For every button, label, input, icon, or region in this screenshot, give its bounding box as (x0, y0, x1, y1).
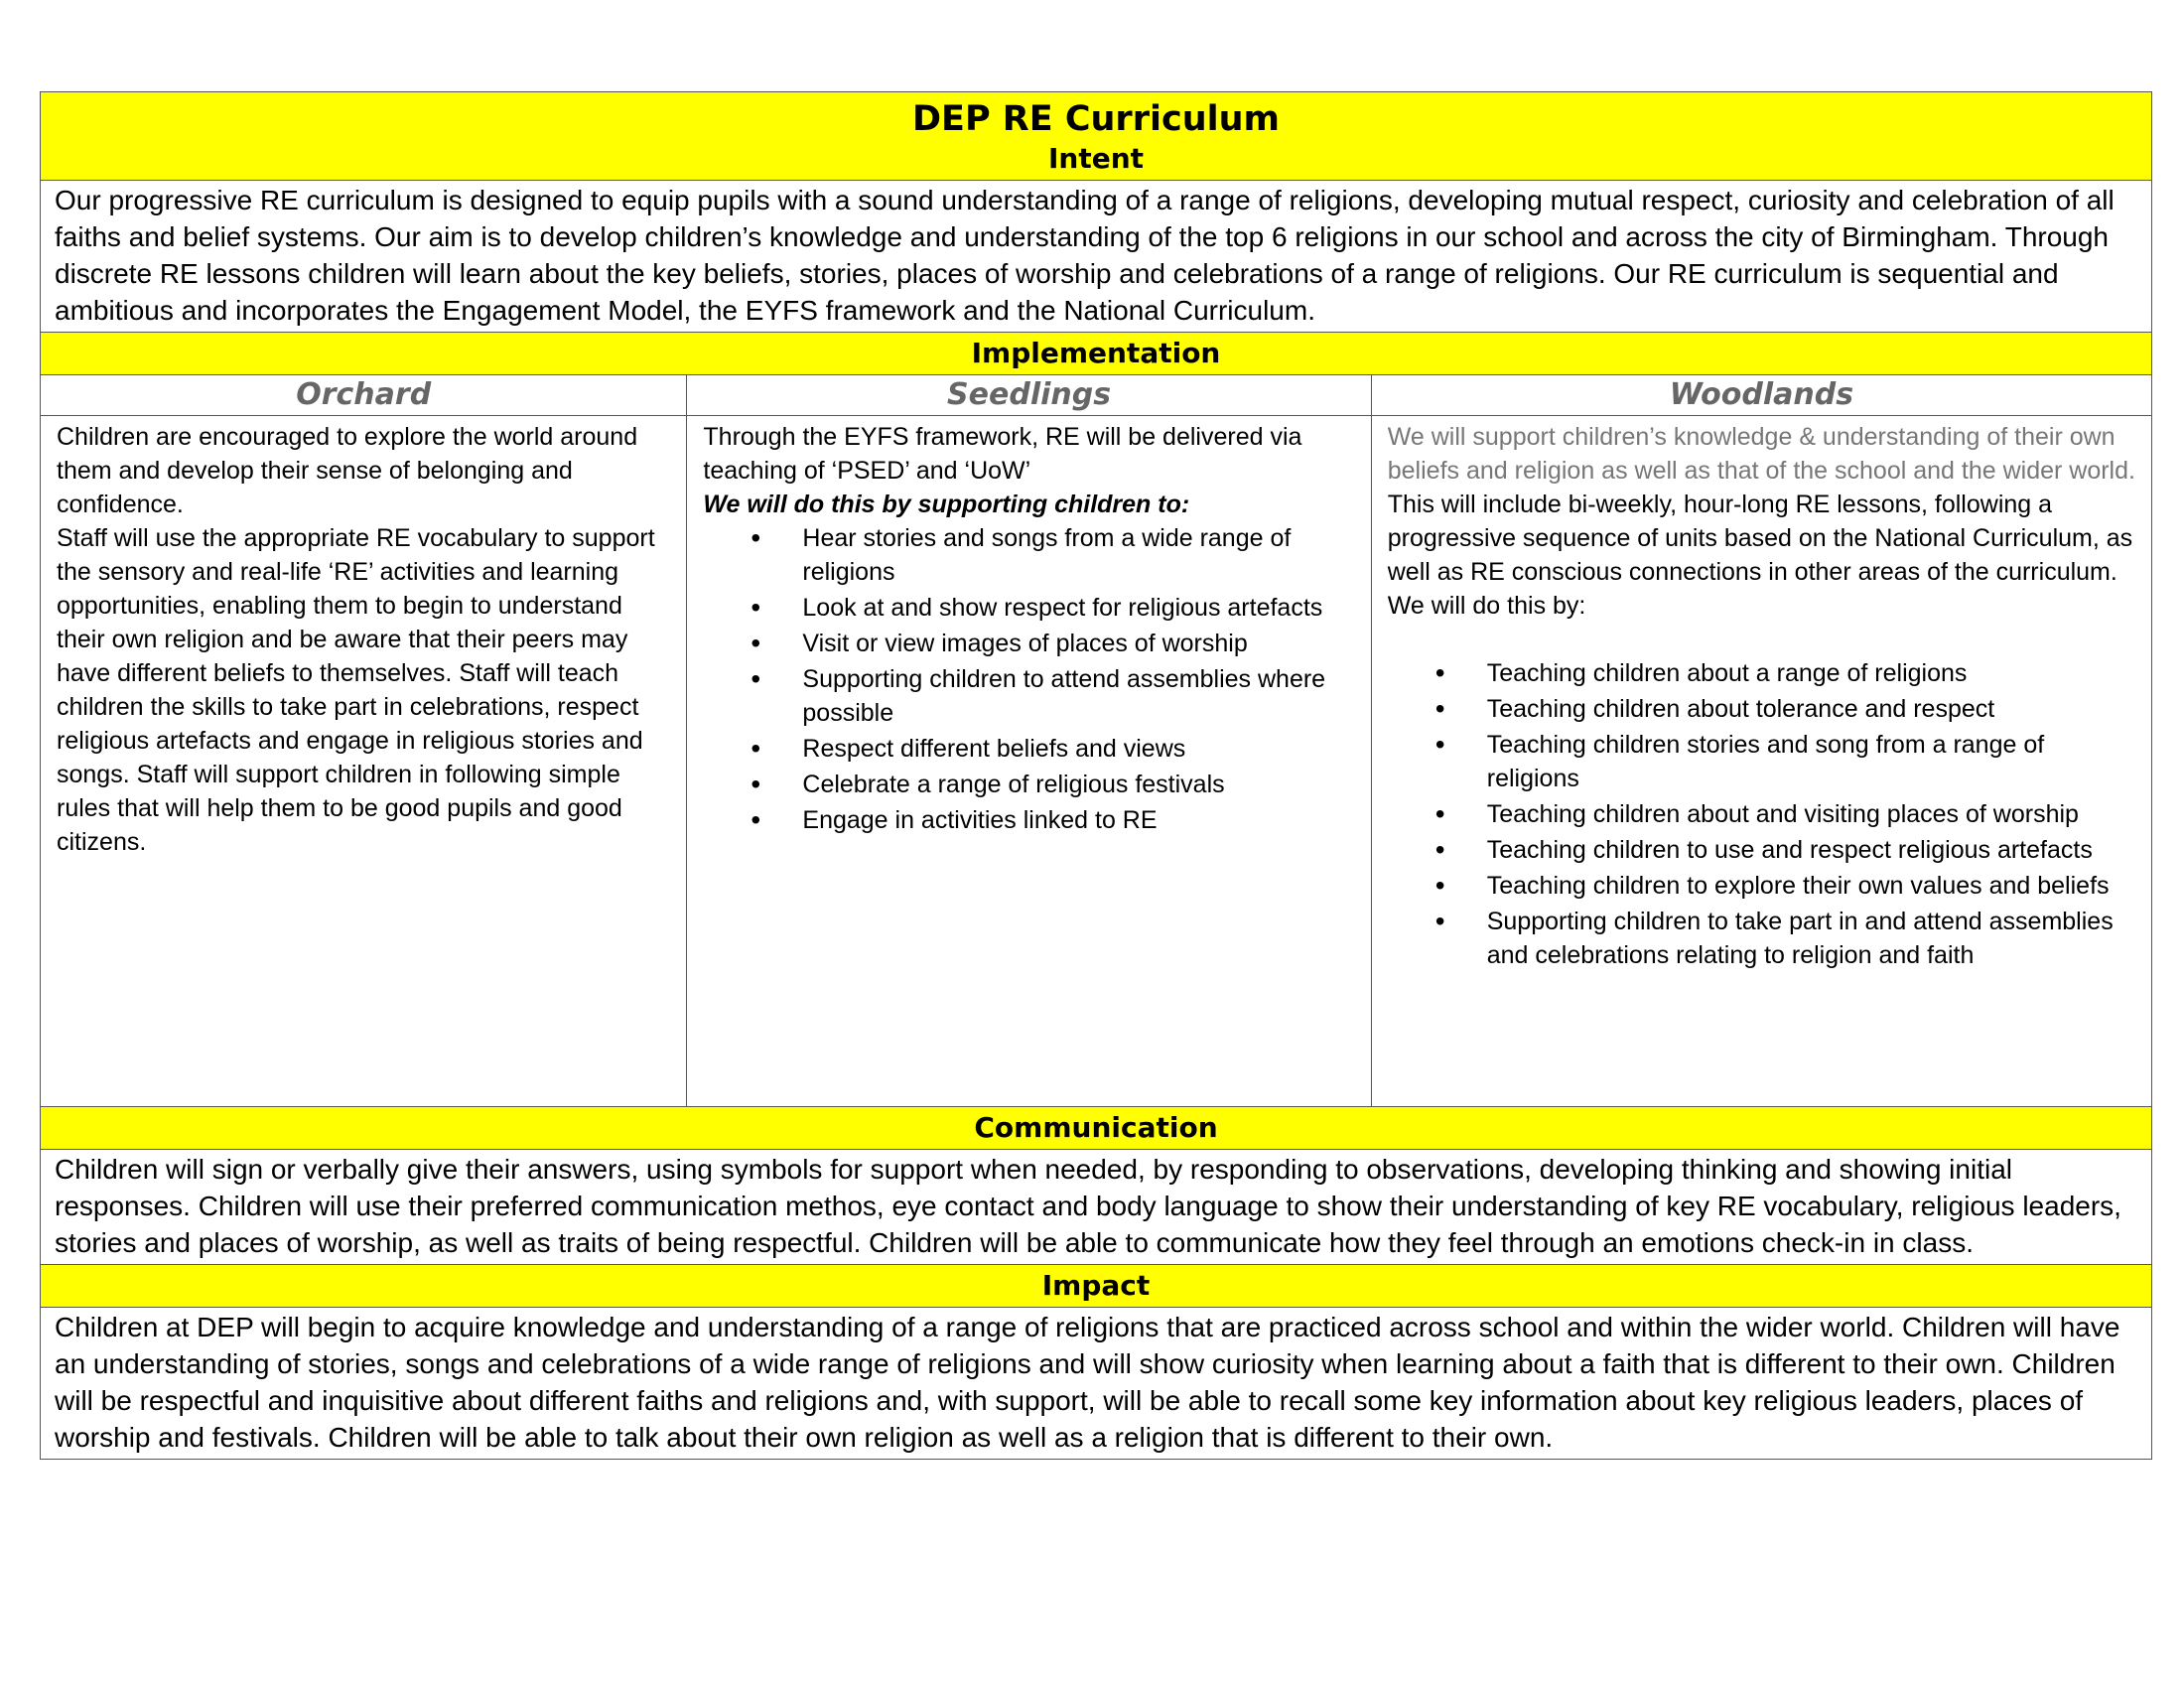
communication-heading: Communication (41, 1107, 2151, 1150)
list-item: • Visit or view images of places of worship (802, 627, 1354, 660)
impact-text: Children at DEP will begin to acquire knowledge and understanding of a range of religions that are practiced across school and within the wider world. Children will have an understanding of stories, songs and celebrations of a wide range of religions and will show curiosity when learning about a faith that is different to their own. Children will be respectful and inquisitive about different faiths and religions and, with support, will be able to recall some key information about key religious leaders, places of worship and festivals. Children will be able to talk about their own religion as well as a religion that is different to their own. (55, 1312, 2120, 1453)
implementation-heading: Implementation (41, 333, 2151, 375)
impact-heading: Impact (41, 1265, 2151, 1308)
list-item: • Hear stories and songs from a wide range of religions (802, 521, 1354, 589)
curriculum-document (40, 91, 2152, 1460)
communication-text: Children will sign or verbally give their answers, using symbols for support when needed, by responding to observations, developing thinking and showing initial responses. Children will use their preferred communication methos, eye contact and body language to show their understanding of key RE vocabulary, religious leaders, stories and places of worship, as well as traits of being respectful. Children will be able to communicate how they feel through an emotions check-in in class. (41, 1150, 2151, 1265)
woodlands-list (1388, 656, 2135, 972)
woodlands-body (1372, 416, 2151, 1106)
title-band (41, 92, 2151, 181)
seedlings-lead: We will do this by supporting children to: (703, 491, 1190, 518)
seedlings-body (687, 416, 1370, 1106)
woodlands-title: Woodlands (1372, 375, 2151, 416)
list-item: • Teaching children stories and song from a range of religions (1487, 728, 2135, 795)
list-item: • Engage in activities linked to RE (802, 803, 1354, 837)
orchard-title: Orchard (41, 375, 686, 416)
orchard-column (41, 375, 686, 1106)
woodlands-intro-grey: We will support children’s knowledge & understanding of their own beliefs and religion as well as that of the school and the wider world. (1387, 423, 2135, 485)
list-item: • Supporting children to attend assemblies where possible (802, 662, 1354, 730)
seedlings-column (686, 375, 1370, 1106)
implementation-columns (41, 375, 2151, 1107)
document-title: DEP RE Curriculum (911, 99, 1280, 139)
list-item: • Look at and show respect for religious artefacts (802, 591, 1354, 625)
seedlings-list (703, 521, 1354, 837)
woodlands-intro-rest: This will include bi-weekly, hour-long RE lessons, following a progressive sequence of units based on the National Curriculum, as well as RE conscious connections in other areas of the curriculum. (1387, 491, 2133, 586)
list-item: • Celebrate a range of religious festivals (802, 768, 1354, 801)
list-item: • Teaching children to use and respect religious artefacts (1487, 833, 2135, 867)
list-item: • Teaching children to explore their own values and beliefs (1487, 869, 2135, 903)
orchard-para-1: Children are encouraged to explore the world around them and develop their sense of belonging and confidence. (57, 423, 638, 518)
intent-heading: Intent (1047, 142, 1145, 175)
woodlands-lead: We will do this by: (1387, 592, 1586, 620)
list-item: • Teaching children about a range of religions (1487, 656, 2135, 690)
seedlings-title: Seedlings (687, 375, 1370, 416)
orchard-body (41, 416, 686, 1106)
orchard-para-2: Staff will use the appropriate RE vocabulary to support the sensory and real-life ‘RE’ activities and learning opportunities, enabling them to begin to understand their own religion and be aware that their peers may have different beliefs to themselves. Staff will teach children the skills to take part in celebrations, respect religious artefacts and engage in religious stories and songs. Staff will support children in following simple rules that will help them to be good pupils and good citizens. (57, 524, 655, 856)
list-item: • Respect different beliefs and views (802, 732, 1354, 766)
list-item: • Supporting children to take part in and attend assemblies and celebrations relating to religion and faith (1487, 905, 2135, 972)
spacer (1388, 623, 2135, 656)
list-item: • Teaching children about and visiting places of worship (1487, 797, 2135, 831)
seedlings-intro: Through the EYFS framework, RE will be delivered via teaching of ‘PSED’ and ‘UoW’ (703, 423, 1302, 485)
woodlands-intro (1388, 420, 2135, 589)
intent-text: Our progressive RE curriculum is designed to equip pupils with a sound understanding of a range of religions, developing mutual respect, curiosity and celebration of all faiths and belief systems. Our aim is to develop children’s knowledge and understanding of the top 6 religions in our school and across the city of Birmingham. Through discrete RE lessons children will learn about the key beliefs, stories, places of worship and celebrations of a range of religions. Our RE curriculum is sequential and ambitious and incorporates the Engagement Model, the EYFS framework and the National Curriculum. (41, 181, 2151, 333)
woodlands-column (1371, 375, 2151, 1106)
list-item: • Teaching children about tolerance and respect (1487, 692, 2135, 726)
